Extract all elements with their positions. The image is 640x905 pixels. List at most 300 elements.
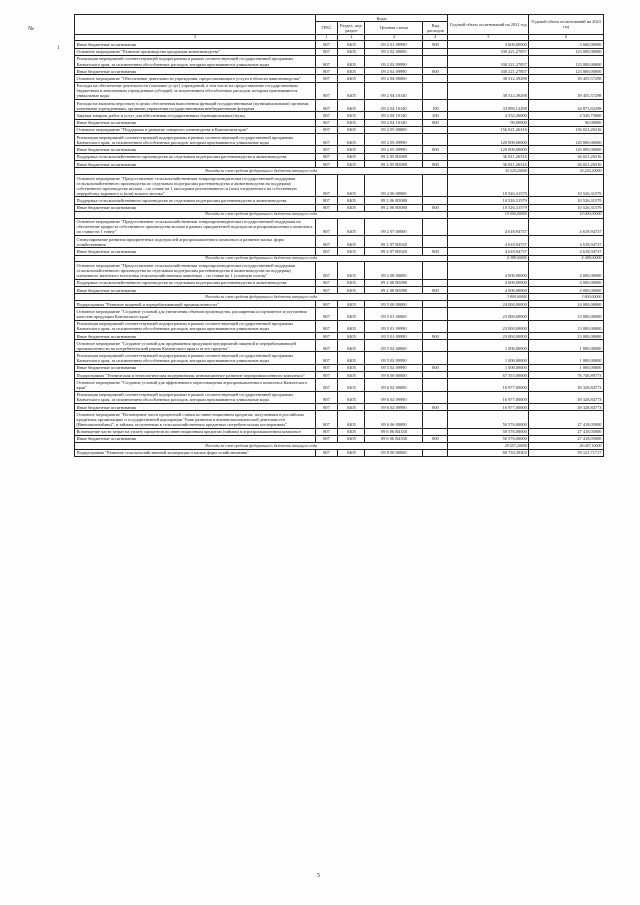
expense-name: Реализация мероприятий соответствующей подпрограммы в рамках соответствующей государственной программы Камчатского края, за исключением обособленных расходов, которым присваиваются уникальные коды [75, 134, 316, 146]
note-text: Расходы за счет средств федерального бюджета текущего года [75, 443, 448, 450]
amount-2023: 14 000,00000 [529, 301, 604, 308]
amount-2023: 1 000,00000 [529, 352, 604, 364]
table-row [75, 134, 604, 146]
table-row [75, 301, 604, 308]
rzpr-code: 0405 [338, 134, 365, 146]
amount-2023: 4 000,00000 [529, 279, 604, 286]
amount-2023: 4 618,94737 [529, 248, 604, 255]
amount-2021: 90,00000 [448, 119, 529, 126]
rzpr-code: 0405 [338, 428, 365, 435]
expense-name: Поддержка сельскохозяйственного производства по отдельным подотраслям растениеводства и животноводства [75, 197, 316, 204]
amount-2023: 10 526,31579 [529, 174, 604, 196]
amount-2023: 59 121,71717 [529, 449, 604, 456]
table-row [75, 320, 604, 332]
expense-name: Расходы на выплаты персоналу в целях обеспечения выполнения функций государственными (муниципальными) органами, казенными учреждениями, органами управления государственными внебюджетными фондами [75, 100, 316, 112]
table-row [75, 146, 604, 153]
vr-code: 800 [423, 119, 448, 126]
expense-name: Подпрограмма "Техническая и технологическая модернизация, инновационное развитие агропромышленного комплекса" [75, 372, 316, 379]
amount-2023: 49 328,84773 [529, 403, 604, 410]
amount-2021: 50 576,00000 [448, 411, 529, 428]
grbs-code: 807 [315, 100, 338, 112]
expense-name: Закупка товаров, работ и услуг для обеспечения государственных (муниципальных) нужд [75, 112, 316, 119]
rzpr-code: 0405 [338, 364, 365, 371]
amount-2023: 49 328,84773 [529, 391, 604, 403]
expense-name: Возмещение части затрат на уплату процентов по инвестиционным кредитам (займам) в агропромышленном комплексе [75, 428, 316, 435]
rzpr-code: 0405 [338, 279, 365, 286]
rzpr-code: 0405 [338, 204, 365, 211]
grbs-code: 807 [315, 134, 338, 146]
federal-funds-note-row [75, 211, 604, 218]
csr-code: 09 2 08 R5080 [365, 279, 423, 286]
rzpr-code: 0405 [338, 146, 365, 153]
table-row [75, 41, 604, 48]
grbs-code: 807 [315, 55, 338, 67]
amount-2023: 4 388,00000 [529, 255, 604, 262]
amount-2021: 330 221,27857 [448, 48, 529, 55]
csr-code: 09 2 06 R5080 [365, 204, 423, 211]
column-number: 4 [365, 34, 423, 41]
rzpr-code: 0405 [338, 332, 365, 339]
amount-2023: 76 746,89773 [529, 372, 604, 379]
table-row [75, 308, 604, 320]
grbs-code: 807 [315, 352, 338, 364]
amount-2021: 4 000,00000 [448, 287, 529, 294]
rzpr-code: 0405 [338, 403, 365, 410]
table-row [75, 153, 604, 160]
csr-code: 09 2 06 R5080 [365, 197, 423, 204]
expense-name: Иные бюджетные ассигнования [75, 204, 316, 211]
amount-2021: 50 576,00000 [448, 435, 529, 442]
amount-2023: 1 000,00000 [529, 364, 604, 371]
amount-2021: 120 000,00000 [448, 134, 529, 146]
federal-funds-note-row [75, 255, 604, 262]
expense-name: Иные бюджетные ассигнования [75, 41, 316, 48]
vr-code [423, 449, 448, 456]
csr-code: 09 6 06 R4330 [365, 428, 423, 435]
amount-2023: 13 000,00000 [529, 332, 604, 339]
year-2021-header: Годовой объем ассигнований на 2021 год [448, 15, 529, 35]
csr-code: 09 6 02 09990 [365, 391, 423, 403]
table-row [75, 262, 604, 279]
vr-code [423, 126, 448, 133]
csr-code: 09 5 01 09990 [365, 332, 423, 339]
table-row [75, 75, 604, 82]
grbs-code: 807 [315, 236, 338, 248]
vr-code: 200 [423, 112, 448, 119]
rzpr-code: 0405 [338, 197, 365, 204]
expense-name: Основное мероприятие "Поддержка и развитие северного оленеводства в Камчатском крае" [75, 126, 316, 133]
vr-code: 800 [423, 364, 448, 371]
csr-code: 09 5 02 09990 [365, 352, 423, 364]
amount-2023: 10 526,31579 [529, 204, 604, 211]
amount-2021: 1 000,00000 [448, 364, 529, 371]
expense-name: Основное мероприятие "Развитие производства продукции животноводства" [75, 48, 316, 55]
amount-2023: 120 000,00000 [529, 146, 604, 153]
grbs-code: 807 [315, 160, 338, 167]
amount-2021: 23 000,00000 [448, 308, 529, 320]
csr-code: 09 2 05 R5080 [365, 153, 423, 160]
expense-name: Подпрограмма "Развитие пищевой и перерабатывающей промышленности" [75, 301, 316, 308]
column-number: 1 [315, 34, 338, 41]
amount-2021: 330 221,27857 [448, 55, 529, 67]
expense-name: Иные бюджетные ассигнования [75, 364, 316, 371]
amount-2021: 4 618,94737 [448, 236, 529, 248]
expense-name: Иные бюджетные ассигнования [75, 248, 316, 255]
amount-2023: 13 000,00000 [529, 320, 604, 332]
vr-code: 800 [423, 435, 448, 442]
vr-code [423, 320, 448, 332]
rzpr-code: 0405 [338, 308, 365, 320]
rzpr-code: 0405 [338, 126, 365, 133]
table-row [75, 391, 604, 403]
year-2023-header: Годовой объем ассигнований на 2023 год [529, 15, 604, 35]
amount-2021: 67 553,00000 [448, 372, 529, 379]
expense-name: Основное мероприятие "Предоставление сельскохозяйственным товаропроизводителям государственной поддержки сельскохозяйственного производства по отдельным подотраслям растениеводства и животноводства на поддержку собственного производства молока – по ставке на 1 килограмм реализованного и (или) отгруженного на собственную переработку коровьего и (или) козьего молока" [75, 174, 316, 196]
table-row [75, 218, 604, 235]
amount-2021: 10 000,00000 [448, 211, 529, 218]
grbs-header: ГРБС [315, 22, 338, 34]
table-row [75, 449, 604, 456]
expense-name: Расходы на обеспечение деятельности (оказание услуг) учреждений, в том числе на предоставление государственным бюджетным и автономным учреждениям субсидий, за исключением обособленных расходов, которым присваиваются уникальные коды [75, 82, 316, 99]
csr-code: 09 2 04 10140 [365, 119, 423, 126]
csr-code: 09 8 00 00000 [365, 449, 423, 456]
vr-code [423, 279, 448, 286]
expense-name: Реализация мероприятий соответствующей подпрограммы в рамках соответствующей государственной программы Камчатского края, за исключением обособленных расходов, которым присваиваются уникальные коды [75, 55, 316, 67]
grbs-code: 807 [315, 218, 338, 235]
grbs-code: 807 [315, 320, 338, 332]
amount-2023: 49 328,84773 [529, 379, 604, 391]
amount-2023: 120 000,00000 [529, 134, 604, 146]
rzpr-code: 0405 [338, 391, 365, 403]
amount-2021: 50 576,00000 [448, 428, 529, 435]
table-row [75, 119, 604, 126]
grbs-code: 807 [315, 82, 338, 99]
table-row [75, 160, 604, 167]
csr-code: 09 2 01 09990 [365, 41, 423, 48]
rzpr-code: 0405 [338, 68, 365, 75]
csr-code: 09 5 02 00000 [365, 340, 423, 352]
page-number: 5 [317, 873, 320, 879]
amount-2023: 3 800,00000 [529, 294, 604, 301]
expense-name: Подпрограмма "Развитие сельскохозяйственной кооперации и малых форм хозяйствования" [75, 449, 316, 456]
column-number: 4 [423, 34, 448, 41]
rzpr-code: 0405 [338, 340, 365, 352]
table-row [75, 248, 604, 255]
amount-2021: 10 526,31579 [448, 197, 529, 204]
rzpr-code: 0405 [338, 320, 365, 332]
amount-2021: 23 000,00000 [448, 332, 529, 339]
grbs-code: 807 [315, 153, 338, 160]
amount-2021: 36 021,26316 [448, 160, 529, 167]
grbs-code: 807 [315, 379, 338, 391]
rzpr-code: 0405 [338, 55, 365, 67]
amount-2021: 33 890,12298 [448, 100, 529, 112]
amount-2021: 156 021,26316 [448, 126, 529, 133]
amount-2023: 10 526,31579 [529, 197, 604, 204]
vr-code [423, 372, 448, 379]
grbs-code: 807 [315, 262, 338, 279]
csr-code: 09 2 04 10140 [365, 82, 423, 99]
vr-code: 800 [423, 287, 448, 294]
note-text: Расходы за счет средств федерального бюджета текущего года [75, 211, 448, 218]
amount-2023: 27 418,05000 [529, 428, 604, 435]
codes-header: Коды [315, 15, 448, 22]
amount-2021: 38 512,39298 [448, 75, 529, 82]
table-row [75, 204, 604, 211]
vr-code [423, 308, 448, 320]
expense-name: Основное мероприятие "Возмещение части процентной ставки по инвестиционным кредитам, полученным в российских кредитных организациях и государственной корпорации "Банк развития и внешнеэкономической деятельности (Внешэкономбанк)", и займам, полученным в сельскохозяйственных кредитных потребительских кооперативах" [75, 411, 316, 428]
table-row [75, 428, 604, 435]
amount-2023: 1 000,00000 [529, 340, 604, 352]
vr-code: 800 [423, 68, 448, 75]
csr-code: 09 2 05 09990 [365, 146, 423, 153]
amount-2021: 1 000,00000 [448, 352, 529, 364]
amount-2021: 4 618,94737 [448, 248, 529, 255]
amount-2023: 4 618,94737 [529, 218, 604, 235]
amount-2021: 38 512,39298 [448, 82, 529, 99]
expense-name: Иные бюджетные ассигнования [75, 332, 316, 339]
vr-code: 800 [423, 160, 448, 167]
vr-code: 800 [423, 248, 448, 255]
table-row [75, 68, 604, 75]
csr-code: 09 2 04 10140 [365, 100, 423, 112]
grbs-code: 807 [315, 308, 338, 320]
vr-code [423, 82, 448, 99]
csr-code: 09 6 00 00000 [365, 372, 423, 379]
grbs-code: 807 [315, 248, 338, 255]
column-number: 5 [448, 34, 529, 41]
grbs-code: 807 [315, 364, 338, 371]
vr-code: 800 [423, 204, 448, 211]
table-row [75, 403, 604, 410]
amount-2023: 27 418,05000 [529, 411, 604, 428]
budget-table [74, 14, 604, 457]
rzpr-code: 0405 [338, 301, 365, 308]
table-row [75, 379, 604, 391]
csr-code: 09 2 05 R5080 [365, 160, 423, 167]
csr-code: 09 2 02 09990 [365, 68, 423, 75]
vr-code [423, 340, 448, 352]
amount-2021: 4 000,00000 [448, 279, 529, 286]
csr-code: 09 5 02 09990 [365, 364, 423, 371]
vr-code [423, 352, 448, 364]
amount-2021: 120 000,00000 [448, 146, 529, 153]
grbs-code: 807 [315, 403, 338, 410]
rzpr-code: 0405 [338, 112, 365, 119]
amount-2023: 39 455,57298 [529, 75, 604, 82]
amount-2023: 123 000,00000 [529, 48, 604, 55]
expense-name: Иные бюджетные ассигнования [75, 146, 316, 153]
csr-code: 09 2 06 00000 [365, 174, 423, 196]
amount-2021: 34 220,20000 [448, 168, 529, 175]
blank-header-cell [75, 15, 316, 35]
csr-code: 09 6 06 R4330 [365, 435, 423, 442]
expense-name: Иные бюджетные ассигнования [75, 160, 316, 167]
expense-name: Реализация мероприятий соответствующей подпрограммы в рамках соответствующей государственной программы Камчатского края, за исключением обособленных расходов, которым присваиваются уникальные коды [75, 352, 316, 364]
left-margin-mark: 1 [57, 46, 60, 51]
vr-code [423, 262, 448, 279]
rzpr-code: 0405 [338, 41, 365, 48]
note-text: Расходы за счет средств федерального бюджета текущего года [75, 168, 448, 175]
grbs-code: 807 [315, 435, 338, 442]
vr-code: 800 [423, 403, 448, 410]
table-row [75, 411, 604, 428]
vr-header: Вид расходов [423, 22, 448, 34]
rzpr-code: 0405 [338, 160, 365, 167]
table-row [75, 372, 604, 379]
expense-name: Основное мероприятие "Создание условий для продвижения продукции предприятий пищевой и перерабатывающей промышленности на потребительский рынок Камчатского края и за его пределы" [75, 340, 316, 352]
grbs-code: 807 [315, 428, 338, 435]
grbs-code: 807 [315, 449, 338, 456]
rzpr-header: Раздел, под-раздел [338, 22, 365, 34]
csr-code: 09 6 02 00000 [365, 379, 423, 391]
amount-2021: 24 000,00000 [448, 301, 529, 308]
csr-code: 09 2 07 R5020 [365, 236, 423, 248]
table-body [75, 41, 604, 457]
expense-name: Основное мероприятие "Предоставление сельскохозяйственным товаропроизводителям государственной поддержки на обеспечение прироста собственного производства молока в рамках приоритетной подотрасли агропромышленного комплекса по ставке на 1 тонну" [75, 218, 316, 235]
grbs-code: 807 [315, 112, 338, 119]
column-number: 2 [338, 34, 365, 41]
rzpr-code: 0405 [338, 218, 365, 235]
csr-code: 09 2 08 R5080 [365, 287, 423, 294]
vr-code [423, 153, 448, 160]
csr-code: 09 2 05 00000 [365, 126, 423, 133]
amount-2021: 16 977,00000 [448, 403, 529, 410]
amount-2023: 4 000,00000 [529, 262, 604, 279]
amount-2023: 4 520,75000 [529, 112, 604, 119]
table-row [75, 340, 604, 352]
grbs-code: 807 [315, 391, 338, 403]
amount-2023: 13 000,00000 [529, 308, 604, 320]
vr-code [423, 75, 448, 82]
grbs-code: 807 [315, 174, 338, 196]
table-row [75, 100, 604, 112]
grbs-code: 807 [315, 68, 338, 75]
grbs-code: 807 [315, 411, 338, 428]
rzpr-code: 0405 [338, 262, 365, 279]
column-number: 6 [529, 34, 604, 41]
rzpr-code: 0405 [338, 174, 365, 196]
csr-code: 09 2 04 00000 [365, 75, 423, 82]
table-row [75, 236, 604, 248]
rzpr-code: 0405 [338, 411, 365, 428]
grbs-code: 807 [315, 332, 338, 339]
expense-name: Иные бюджетные ассигнования [75, 68, 316, 75]
csr-code: 09 6 02 09990 [365, 403, 423, 410]
expense-name: Поддержка сельскохозяйственного производства по отдельным подотраслям растениеводства и животноводства [75, 153, 316, 160]
csr-code: 09 2 02 09990 [365, 55, 423, 67]
grbs-code: 807 [315, 372, 338, 379]
table-row [75, 287, 604, 294]
amount-2021: 3 800,00000 [448, 294, 529, 301]
grbs-code: 807 [315, 279, 338, 286]
expense-name: Иные бюджетные ассигнования [75, 119, 316, 126]
grbs-code: 807 [315, 126, 338, 133]
expense-name: Основное мероприятие "Создание условий для эффективного переоснащения агропромышленного комплекса Камчатского края" [75, 379, 316, 391]
rzpr-code: 0405 [338, 153, 365, 160]
grbs-code: 807 [315, 75, 338, 82]
note-text: Расходы за счет средств федерального бюджета текущего года [75, 255, 448, 262]
expense-name: Поддержка сельскохозяйственного производства по отдельным подотраслям растениеводства и животноводства [75, 279, 316, 286]
expense-name: Основное мероприятие "Предоставление сельскохозяйственным товаропроизводителям государственной поддержки сельскохозяйственного производства по отдельным подотраслям растениеводства и животноводства на поддержку племенного маточного поголовья сельскохозяйственных животных – по ставке на 1 условную голову" [75, 262, 316, 279]
rzpr-code: 0405 [338, 372, 365, 379]
amount-2023: 36 021,26316 [529, 153, 604, 160]
federal-funds-note-row [75, 168, 604, 175]
csr-code: 09 5 01 09990 [365, 320, 423, 332]
table-row [75, 332, 604, 339]
table-row [75, 126, 604, 133]
amount-2023: 39 455,57298 [529, 82, 604, 99]
grbs-code: 807 [315, 41, 338, 48]
amount-2023: 27 418,05000 [529, 435, 604, 442]
amount-2021: 3 600,00000 [448, 41, 529, 48]
amount-2023: 123 000,00000 [529, 68, 604, 75]
rzpr-code: 0405 [338, 48, 365, 55]
amount-2021: 1 000,00000 [448, 340, 529, 352]
amount-2023: 36 021,26316 [529, 160, 604, 167]
expense-name: Основное мероприятие "Обеспечение деятельности учреждения, предоставляющего услуги в области животноводства" [75, 75, 316, 82]
table-row [75, 174, 604, 196]
expense-name: Иные бюджетные ассигнования [75, 403, 316, 410]
federal-funds-note-row [75, 443, 604, 450]
number-sign-label: № [28, 26, 34, 32]
vr-code [423, 301, 448, 308]
vr-code [423, 428, 448, 435]
vr-code [423, 55, 448, 67]
vr-code [423, 174, 448, 196]
table-row [75, 352, 604, 364]
amount-2021: 16 977,00000 [448, 379, 529, 391]
vr-code: 100 [423, 100, 448, 112]
expense-name: Реализация мероприятий соответствующей подпрограммы в рамках соответствующей государственной программы Камчатского края, за исключением обособленных расходов, которым присваиваются уникальные коды [75, 320, 316, 332]
csr-code: 09 2 05 09990 [365, 134, 423, 146]
amount-2023: 156 021,26316 [529, 126, 604, 133]
csr-code: 09 2 07 00000 [365, 218, 423, 235]
vr-code [423, 391, 448, 403]
vr-code [423, 48, 448, 55]
table-row [75, 197, 604, 204]
vr-code [423, 379, 448, 391]
amount-2023: 3 600,00000 [529, 41, 604, 48]
csr-code: 09 2 08 00000 [365, 262, 423, 279]
table-row [75, 435, 604, 442]
rzpr-code: 0405 [338, 236, 365, 248]
grbs-code: 807 [315, 204, 338, 211]
expense-name: Реализация мероприятий соответствующей подпрограммы в рамках соответствующей государственной программы Камчатского края, за исключением обособленных расходов, которым присваиваются уникальные коды [75, 391, 316, 403]
amount-2021: 10 526,31579 [448, 204, 529, 211]
csr-code: 09 6 06 00000 [365, 411, 423, 428]
grbs-code: 807 [315, 197, 338, 204]
amount-2021: 4 388,00000 [448, 255, 529, 262]
csr-header: Целевая статья [365, 22, 423, 34]
rzpr-code: 0405 [338, 75, 365, 82]
note-text: Расходы за счет средств федерального бюджета текущего года [75, 294, 448, 301]
table-header-row [75, 15, 604, 22]
vr-code [423, 197, 448, 204]
table-row [75, 82, 604, 99]
amount-2023: 34 873,82298 [529, 100, 604, 112]
vr-code [423, 236, 448, 248]
vr-code: 800 [423, 146, 448, 153]
amount-2021: 4 532,26000 [448, 112, 529, 119]
rzpr-code: 0405 [338, 449, 365, 456]
amount-2023: 123 000,00000 [529, 55, 604, 67]
amount-2023: 10 000,00000 [529, 211, 604, 218]
csr-code: 09 5 01 00000 [365, 308, 423, 320]
vr-code [423, 134, 448, 146]
amount-2021: 4 000,00000 [448, 262, 529, 279]
rzpr-code: 0405 [338, 352, 365, 364]
